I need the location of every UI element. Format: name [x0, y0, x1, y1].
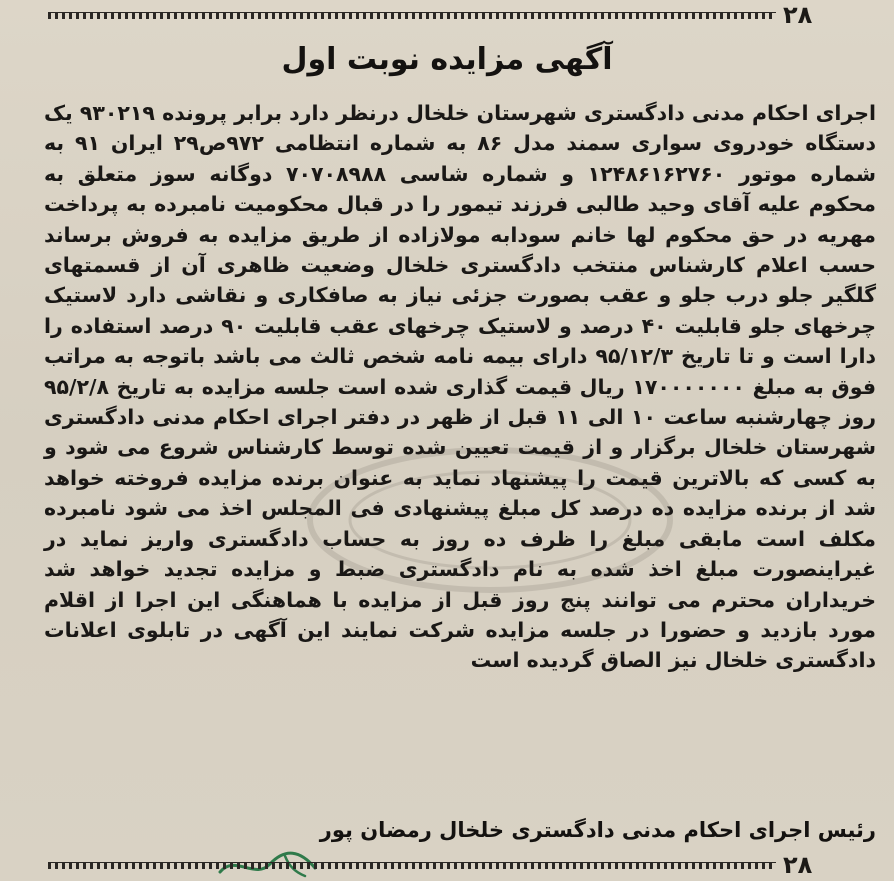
notice-title: آگهی مزایده نوبت اول: [281, 42, 613, 77]
page-number-bottom: ۲۸: [783, 851, 813, 879]
notice-body: اجرای احکام مدنی دادگستری شهرستان خلخال درنظر دارد برابر پرونده ۹۳۰۲۱۹ یک دستگاه خودروی سواری سمند مدل ۸۶ به شماره انتظامی ۹۷۲ص۲۹ ایران ۹۱ به شماره موتور ۱۲۴۸۶۱۶۲۷۶۰ و شماره شاسی ۷۰۷۰۸۹۸۸ دوگانه سوز متعلق به محکوم علیه آقای وحید طالبی فرزند تیمور را در قبال محکومیت نامبرده به پرداخت مهریه در حق محکوم لها خانم سودابه مولازاده از طریق مزایده به فروش برساند حسب اعلام کارشناس منتخب دادگستری خلخال وضعیت ظاهری آن از قسمتهای گلگیر جلو درب جلو و عقب بصورت جزئی نیاز به صافکاری و نقاشی دارد لاستیک چرخهای جلو قابلیت ۴۰ درصد و لاستیک چرخهای عقب قابلیت ۹۰ درصد استفاده را دارا است و تا تاریخ ۹۵/۱۲/۳ دارای بیمه نامه شخص ثالث می باشد باتوجه به مراتب فوق به مبلغ ۱۷۰۰۰۰۰۰۰ ریال قیمت گذاری شده است جلسه مزایده به تاریخ ۹۵/۲/۸ روز چهارشنبه ساعت ۱۰ الی ۱۱ قبل از ظهر در دفتر اجرای احکام مدنی دادگستری شهرستان خلخال برگزار و از قیمت تعیین شده توسط کارشناس شروع می شود و به کسی که بالاترین قیمت را پیشنهاد نماید به عنوان برنده مزایده فروخته خواهد شد از برنده مزایده ده درصد کل مبلغ پیشنهادی فی المجلس اخذ می شود نامبرده مکلف است مابقی مبلغ را ظرف ده روز به حساب دادگستری واریز نماید در غیراینصورت مبلغ اخذ شده به نام دادگستری ضبط و مزایده تجدید خواهد شد خریداران محترم می توانند پنج روز قبل از مزایده با هماهنگی این اجرا از اقلام مورد بازدید و حضورا در جلسه مزایده شرکت نمایند این آگهی در تابلوی اعلانات دادگستری خلخال نیز الصاق گردیده است: [44, 101, 877, 673]
top-dotted-divider: [48, 12, 776, 19]
bottom-dotted-divider: [48, 862, 776, 869]
page-number-top: ۲۸: [783, 1, 813, 29]
signature-line: رئیس اجرای احکام مدنی دادگستری خلخال رمضان پور: [319, 818, 876, 842]
